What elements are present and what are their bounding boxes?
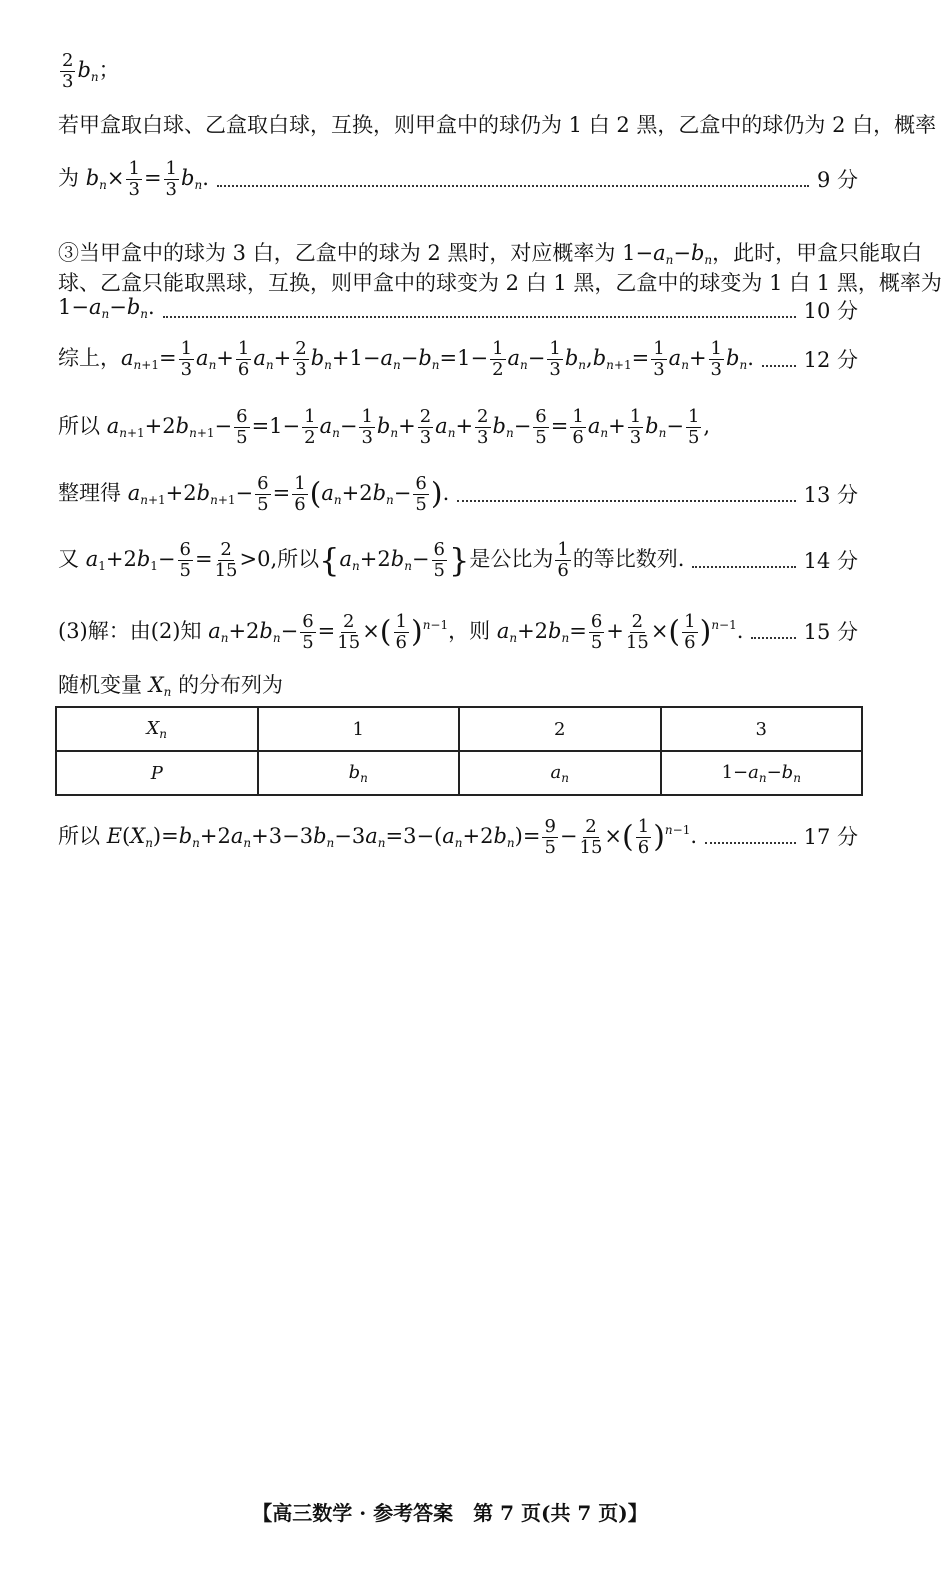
line-5: 球、乙盒只能取黑球，互换，则甲盒中的球变为 2 白 1 黑，乙盒中的球变为 1 白 1 黑，概率为 — [58, 271, 942, 295]
line-11: (3)解：由(2)知 $a_n+2b_n-$ $\frac{6}{5}$ = $\frac{2}{15}$ ×( $\frac{1}{6}$ )$^{n-1}$，则 $a_n+2b_n=$ $\frac{6}{5}$ + $\frac{2}{15}$ ×( $\frac{1}{6}$ )$^{n-1}$. 15 分 — [58, 611, 858, 653]
table-cell: $X_n$ — [56, 707, 258, 751]
score-label: 15 分 — [803, 619, 858, 644]
line-1: $\frac{2}{3}$ $b_n$； — [62, 50, 120, 92]
line-12: 随机变量 $X_n$ 的分布列为 — [58, 673, 284, 699]
table-row — [56, 751, 862, 795]
table-cell: 1 — [258, 707, 460, 751]
leader-dots — [457, 500, 795, 502]
table-cell: $a_n$ — [459, 751, 661, 795]
leader-dots — [163, 316, 796, 318]
line-7: 综上，$a_{n+1}=$ $\frac{1}{3}$ $a_n+$ $\frac{1}{6}$ $a_n+$ $\frac{2}{3}$ $b_n+1-a_n-b_n=1-$ $\frac{1}{2}$ $a_n-$ $\frac{1}{3}$ $b_n,b_{n+1}=$ $\frac{1}{3}$ $a_n+$ $\frac{1}{3}$ $b_n$. 12 分 — [58, 338, 858, 380]
line-4: ③当甲盒中的球为 3 白，乙盒中的球为 2 黑时，对应概率为 $1-a_n-b_n$，此时，甲盒只能取白 — [58, 241, 923, 267]
line-8: 所以 $a_{n+1}+2b_{n+1}-$ $\frac{6}{5}$ =1− $\frac{1}{2}$ $a_n-$ $\frac{1}{3}$ $b_n+$ $\frac{2}{3}$ $a_n+$ $\frac{2}{3}$ $b_n-$ $\frac{6}{5}$ = $\frac{1}{6}$ $a_n+$ $\frac{1}{3}$ $b_n-$ $\frac{1}{5}$ , — [58, 406, 711, 448]
score-label: 14 分 — [803, 549, 858, 573]
line-3: 为 $b_n\times$ $\frac{1}{3}$ = $\frac{1}{3}$ $b_n$. 9 分 — [58, 158, 858, 200]
leader-dots — [762, 365, 796, 367]
distribution-table — [55, 706, 863, 796]
table-cell: 2 — [459, 707, 661, 751]
score-label: 9 分 — [816, 168, 858, 192]
score-label: 10 分 — [803, 298, 858, 323]
line-13: 所以 $E(X_n)=b_n+2a_n+3-3b_n-3a_n=3-(a_n+2b_n)=$ $\frac{9}{5}$ − $\frac{2}{15}$ ×( $\frac{1}{6}$ )$^{n-1}$. 17 分 — [58, 816, 858, 858]
table-cell: $1-a_n-b_n$ — [661, 751, 863, 795]
score-label: 13 分 — [803, 483, 858, 507]
score-label: 12 分 — [803, 348, 858, 372]
leader-dots — [705, 842, 796, 844]
table-cell: $b_n$ — [258, 751, 460, 795]
line-2: 若甲盒取白球、乙盒取白球，互换，则甲盒中的球仍为 1 白 2 黑，乙盒中的球仍为 2 白，概率 — [58, 113, 937, 137]
table-row — [56, 707, 862, 751]
score-label: 17 分 — [803, 824, 858, 849]
line-9: 整理得 $a_{n+1}+2b_{n+1}-$ $\frac{6}{5}$ = $\frac{1}{6}$ ($a_n+2b_n-$ $\frac{6}{5}$ ). 13 分 — [58, 473, 858, 515]
leader-dots — [692, 566, 795, 568]
line-6: $1-a_n-b_n$. 10 分 — [58, 292, 858, 329]
table-cell: P — [56, 751, 258, 795]
line-10: 又 $a_1+2b_1-$ $\frac{6}{5}$ = $\frac{2}{15}$ >0,所以{$a_n+2b_n-$ $\frac{6}{5}$ }是公比为 $\frac{1}{6}$ 的等比数列. 14 分 — [58, 539, 858, 581]
leader-dots — [217, 185, 809, 187]
table-cell: 3 — [661, 707, 863, 751]
leader-dots — [751, 637, 795, 639]
page-footer: 【高三数学 · 参考答案 第 7 页(共 7 页)】 — [252, 1501, 648, 1525]
